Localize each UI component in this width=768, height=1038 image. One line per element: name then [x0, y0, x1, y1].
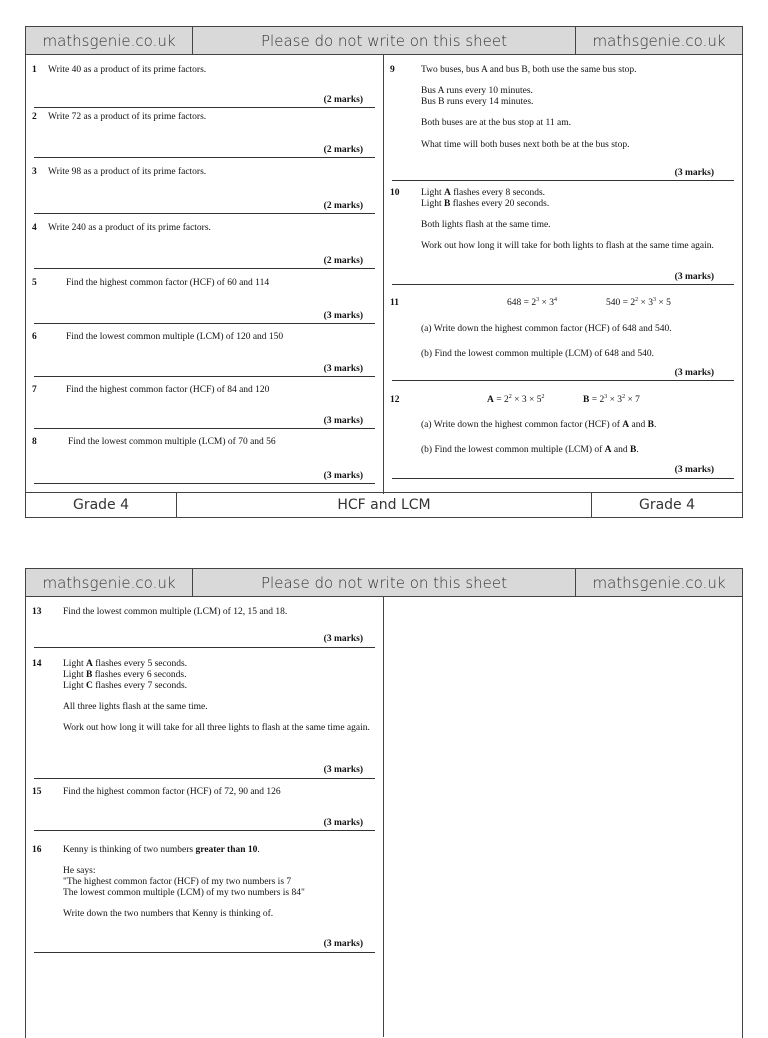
question-number: 6 [32, 332, 37, 342]
equation-648: $648 = 2^3 \times 3^4$ [507, 297, 557, 308]
footer-grade-left: Grade 4 [26, 493, 177, 517]
marks-label: (3 marks) [674, 465, 714, 475]
question-line: Both lights flash at the same time. [421, 220, 551, 230]
question-text [63, 659, 371, 743]
question-text: Find the highest common factor (HCF) of 60 and 114 [66, 278, 270, 288]
question-line: Light B flashes every 6 seconds. [63, 670, 187, 680]
answer-line [34, 268, 375, 269]
question-line: The lowest common multiple (LCM) of my two numbers is 84" [63, 888, 305, 898]
question-number: 5 [32, 278, 37, 288]
question-11 [384, 298, 742, 408]
equation-B: $B = 2^3 \times 3^2 \times 7$ [583, 394, 640, 405]
question-12 [384, 395, 742, 495]
answer-line [34, 213, 375, 214]
question-3 [26, 167, 383, 217]
marks-label: (3 marks) [323, 818, 363, 828]
left-column [26, 55, 384, 494]
question-line: Bus B runs every 14 minutes. [421, 97, 534, 107]
footer-grade-right: Grade 4 [638, 497, 696, 513]
question-text [421, 65, 734, 160]
question-14 [26, 659, 383, 789]
question-line: What time will both buses next both be at the bus stop. [421, 140, 630, 150]
question-6 [26, 332, 383, 382]
answer-line [34, 323, 375, 324]
question-number: 10 [390, 188, 400, 198]
question-text: Write 40 as a product of its prime factors. [48, 65, 207, 75]
marks-label: (3 marks) [323, 311, 363, 321]
worksheet-page-1 [25, 26, 743, 518]
marks-label: (3 marks) [674, 272, 714, 282]
question-number: 1 [32, 65, 37, 75]
question-line: Light A flashes every 5 seconds. [63, 659, 188, 669]
question-line: Light A flashes every 8 seconds. [421, 188, 546, 198]
question-line: Light C flashes every 7 seconds. [63, 681, 188, 691]
question-number: 14 [32, 659, 42, 669]
question-number: 11 [390, 298, 399, 308]
question-line: Bus A runs every 10 minutes. [421, 86, 533, 96]
marks-label: (2 marks) [323, 95, 363, 105]
question-text: Find the lowest common multiple (LCM) of 120 and 150 [66, 332, 284, 342]
answer-line [34, 428, 375, 429]
question-text: Find the lowest common multiple (LCM) of 12, 15 and 18. [63, 607, 288, 617]
equation-A: $A = 2^2 \times 3 \times 5^2$ [487, 394, 545, 405]
header-right-site: mathsgenie.co.uk [592, 573, 726, 592]
header-notice: Please do not write on this sheet [193, 27, 576, 54]
question-number: 4 [32, 223, 37, 233]
marks-label: (2 marks) [323, 145, 363, 155]
marks-label: (3 marks) [674, 168, 714, 178]
header-right-site: mathsgenie.co.uk [592, 31, 726, 50]
marks-label: (3 marks) [323, 364, 363, 374]
question-text [421, 188, 734, 261]
header-left-site: mathsgenie.co.uk [26, 27, 193, 54]
question-13 [26, 607, 383, 657]
question-1 [26, 65, 383, 115]
marks-label: (3 marks) [323, 939, 363, 949]
question-text: Write 98 as a product of its prime factors. [48, 167, 207, 177]
question-number: 12 [390, 395, 400, 405]
answer-line [34, 647, 375, 648]
question-number: 8 [32, 437, 37, 447]
part-a: (a) Write down the highest common factor (HCF) of 648 and 540. [421, 324, 672, 334]
question-line: Both buses are at the bus stop at 11 am. [421, 118, 572, 128]
right-column [384, 55, 742, 494]
question-line: Write down the two numbers that Kenny is thinking of. [63, 909, 274, 919]
right-column-empty [384, 597, 742, 1037]
header-left-site: mathsgenie.co.uk [26, 569, 193, 596]
question-text: Write 240 as a product of its prime factors. [48, 223, 211, 233]
question-5 [26, 278, 383, 328]
question-number: 7 [32, 385, 37, 395]
question-line: Two buses, bus A and bus B, both use the same bus stop. [421, 65, 637, 75]
question-text: Write 72 as a product of its prime factors. [48, 112, 207, 122]
answer-line [34, 376, 375, 377]
marks-label: (3 marks) [323, 416, 363, 426]
question-9 [384, 65, 742, 180]
question-line: Kenny is thinking of two numbers greater than 10. [63, 845, 260, 855]
question-15 [26, 787, 383, 837]
question-line: Work out how long it will take for all three lights to flash at the same time again. [63, 723, 370, 733]
question-2 [26, 112, 383, 162]
question-text: Find the highest common factor (HCF) of 84 and 120 [66, 385, 270, 395]
question-line: "The highest common factor (HCF) of my two numbers is 7 [63, 877, 292, 887]
footer-bar [26, 492, 742, 517]
answer-line [34, 830, 375, 831]
marks-label: (3 marks) [323, 471, 363, 481]
marks-label: (3 marks) [323, 765, 363, 775]
header-bar [26, 569, 742, 597]
answer-line [34, 107, 375, 108]
footer-topic: HCF and LCM [177, 493, 592, 517]
worksheet-page-2 [25, 568, 743, 1038]
header-bar [26, 27, 742, 55]
equation-540: $540 = 2^2 \times 3^3 \times 5$ [606, 297, 671, 308]
marks-label: (3 marks) [323, 634, 363, 644]
marks-label: (3 marks) [674, 368, 714, 378]
question-number: 13 [32, 607, 42, 617]
question-line: All three lights flash at the same time. [63, 702, 208, 712]
question-text: Find the highest common factor (HCF) of 72, 90 and 126 [63, 787, 281, 797]
question-line: Light B flashes every 20 seconds. [421, 199, 550, 209]
question-text: Find the lowest common multiple (LCM) of 70 and 56 [68, 437, 276, 447]
answer-line [392, 478, 734, 479]
question-7 [26, 385, 383, 435]
question-10 [384, 188, 742, 298]
header-notice: Please do not write on this sheet [193, 569, 576, 596]
answer-line [34, 483, 375, 484]
answer-line [392, 284, 734, 285]
answer-line [392, 380, 734, 381]
question-number: 3 [32, 167, 37, 177]
answer-line [34, 157, 375, 158]
marks-label: (2 marks) [323, 256, 363, 266]
question-number: 16 [32, 845, 42, 855]
part-a: (a) Write down the highest common factor (HCF) of A and B. [421, 420, 657, 430]
marks-label: (2 marks) [323, 201, 363, 211]
question-text [63, 845, 375, 929]
answer-line [34, 952, 375, 953]
question-number: 2 [32, 112, 37, 122]
part-b: (b) Find the lowest common multiple (LCM) of A and B. [421, 445, 639, 455]
part-b: (b) Find the lowest common multiple (LCM) of 648 and 540. [421, 349, 654, 359]
question-line: Work out how long it will take for both lights to flash at the same time again. [421, 241, 714, 251]
answer-line [34, 778, 375, 779]
question-8 [26, 437, 383, 489]
question-number: 9 [390, 65, 395, 75]
question-number: 15 [32, 787, 42, 797]
answer-line [392, 180, 734, 181]
question-line: He says: [63, 866, 96, 876]
question-4 [26, 223, 383, 273]
question-16 [26, 845, 383, 965]
left-column [26, 597, 384, 1037]
